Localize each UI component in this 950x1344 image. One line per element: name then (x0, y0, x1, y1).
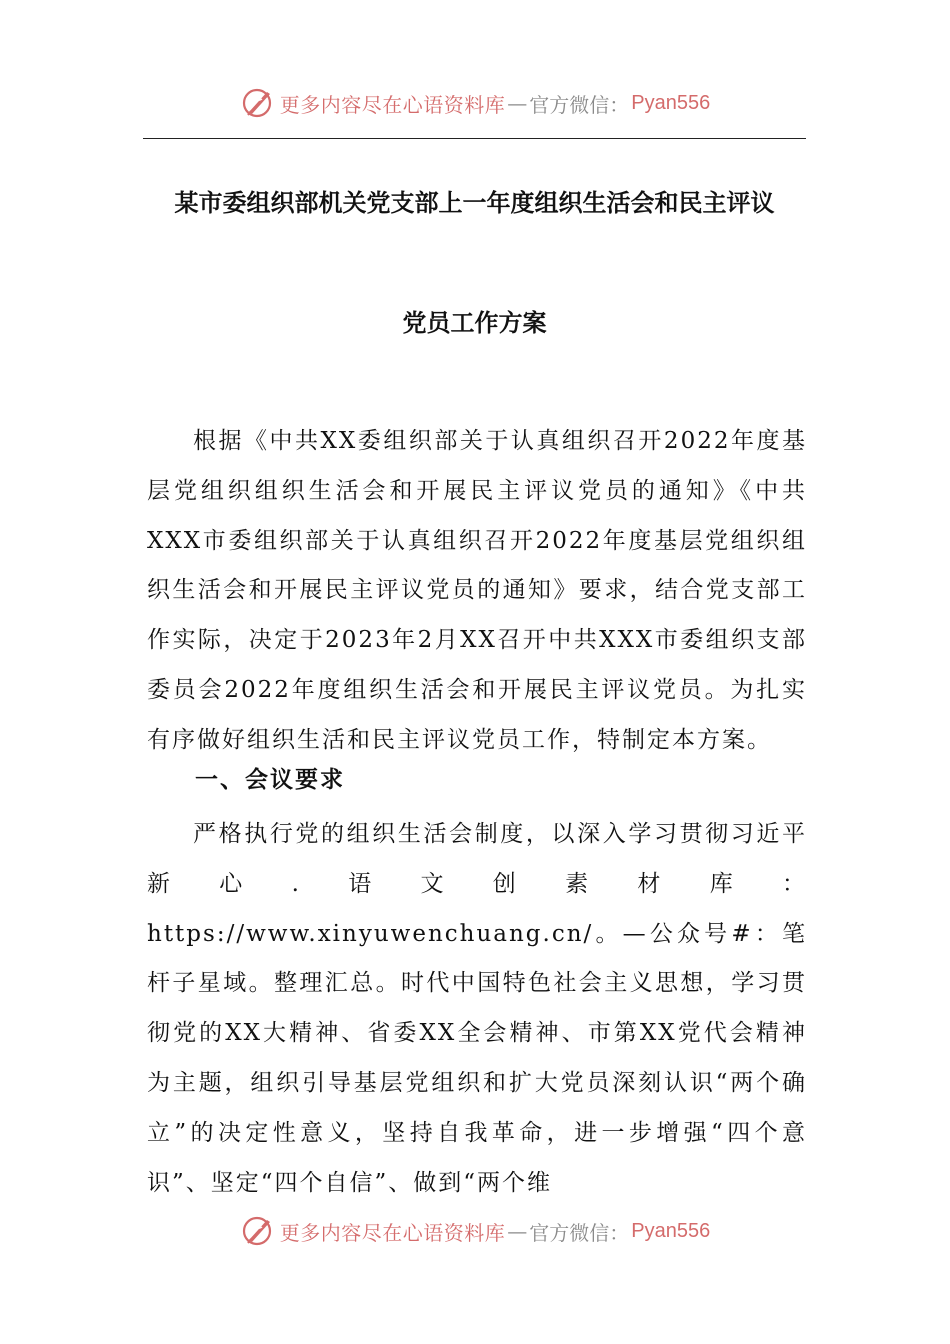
header-rule (143, 138, 806, 139)
document-title-line-1: 某市委组织部机关党支部上一年度组织生活会和民主评议 (174, 189, 775, 217)
section-1-heading: 一、会议要求 (195, 767, 345, 793)
watermark-separator: — (507, 91, 528, 115)
intro-paragraph: 根据《中共XX委组织部关于认真组织召开2022年度基层党组织组织生活会和开展民主评议党员的通知》《中共XXX市委组织部关于认真组织召开2022年度基层党组织组织生活会和开展民主评议党员的通知》要求，结合党支部工作实际，决定于2023年2月XX召开中共XXX市委组织支部委员会2022年度组织生活会和开展民主评议党员。为扎实有序做好组织生活和民主评议党员工作，特制定本方案。 (147, 428, 807, 753)
watermark-wechat-id: Pyan556 (631, 1219, 711, 1242)
watermark-banner-bottom (0, 1209, 950, 1253)
quill-logo-icon (240, 85, 276, 121)
watermark-tagline: 更多内容尽在心语资料库 (279, 1220, 506, 1245)
document-title-line-2: 党员工作方案 (402, 309, 547, 337)
watermark-wechat-label: 官方微信： (529, 92, 630, 117)
quill-logo-icon (240, 1213, 276, 1249)
watermark-separator: — (507, 1219, 528, 1243)
watermark-tagline: 更多内容尽在心语资料库 (279, 92, 506, 117)
watermark-banner-top (0, 81, 950, 125)
watermark-wechat-id: Pyan556 (631, 91, 711, 114)
section-1-paragraph: 严格执行党的组织生活会制度，以深入学习贯彻习近平新心.语文创素材库：https://www.xinyuwenchuang.cn/。—公众号#：笔杆子星域。整理汇总。时代中国特色社会主义思想，学习贯彻党的XX大精神、省委XX全会精神、市第XX党代会精神为主题，组织引导基层党组织和扩大党员深刻认识“两个确立”的决定性意义，坚持自我革命，进一步增强“四个意识”、坚定“四个自信”、做到“两个维 (147, 821, 807, 1196)
watermark-wechat-label: 官方微信： (529, 1220, 630, 1245)
